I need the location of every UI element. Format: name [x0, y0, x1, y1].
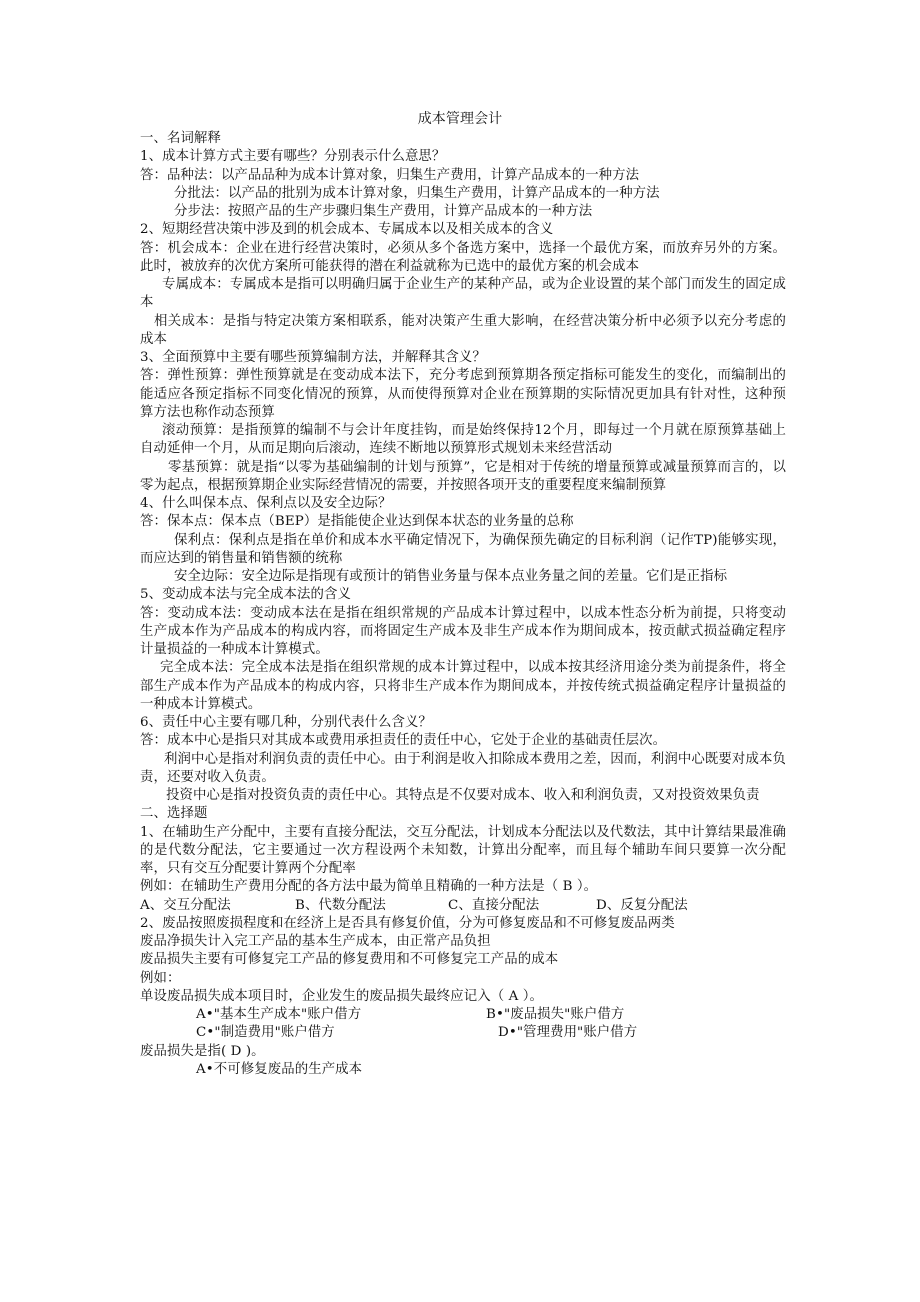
answer-4-3: 安全边际：安全边际是指现有或预计的销售业务量与保本点业务量之间的差量。它们是正指标 [174, 569, 728, 584]
section-heading: 二、选择题 [140, 806, 208, 822]
choice-2-question: 单设废品损失成本项目时，企业发生的废品损失最终应记入（ A ）。 [140, 988, 544, 1004]
option-b: B、代数分配法 [295, 897, 386, 913]
answer-1-3: 分步法：按照产品的生产步骤归集生产费用，计算产品成本的一种方法 [174, 204, 593, 219]
answer-2-2: 专属成本：专属成本是指可以明确归属于企业生产的某种产品，或为企业设置的某个部门而发生的固定成本 [140, 277, 786, 311]
page-title: 成本管理会计 [417, 111, 503, 127]
answer-2-1: 答：机会成本：企业在进行经营决策时，必须从多个备选方案中，选择一个最优方案，而放弃另外的方案。此时，被放弃的次优方案所可能获得的潜在利益就称为已选中的最优方案的机会成本 [140, 240, 786, 274]
question-4: 4、什么叫保本点、保利点以及安全边际？ [140, 496, 392, 511]
choice-2-line-3: 废品损失主要有可修复完工产品的修复费用和不可修复完工产品的成本 [140, 952, 559, 968]
question-3: 3、全面预算中主要有哪些预算编制方法，并解释其含义？ [140, 350, 486, 365]
answer-6-2: 利润中心是指对利润负责的责任中心。由于利润是收入扣除成本费用之差，因而，利润中心既要对成本负责，还要对收入负责。 [140, 751, 786, 785]
choice-2-line-4: 例如： [140, 970, 181, 986]
option-d: D、反复分配法 [596, 897, 688, 913]
option-c: C、直接分配法 [448, 897, 540, 913]
question-5: 5、变动成本法与完全成本法的含义 [140, 587, 351, 603]
option-a: A、交互分配法 [140, 897, 231, 913]
choice-3-question: 废品损失是指( D )。 [140, 1043, 265, 1059]
answer-3-2: 滚动预算：是指预算的编制不与会计年度挂钩，而是始终保持12个月，即每过一个月就在原预算基础上自动延伸一个月，从而足期向后滚动，连续不断地以预算形式规划未来经营活动 [140, 423, 786, 457]
question-6: 6、责任中心主要有哪几种，分别代表什么含义？ [140, 715, 432, 730]
answer-6-3: 投资中心是指对投资负责的责任中心。其特点是不仅要对成本、收入和利润负责，又对投资效果负责 [166, 788, 760, 803]
choice-1-example: 例如：在辅助生产费用分配的各方法中最为简单且精确的一种方法是（ B ）。 [140, 879, 598, 895]
question-1: 1、成本计算方式主要有哪些？分别表示什么意思？ [140, 149, 446, 165]
answer-1-2: 分批法：以产品的批别为成本计算对象，归集生产费用，计算产品成本的一种方法 [174, 185, 660, 201]
answer-3-1: 答：弹性预算：弹性预算就是在变动成本法下，充分考虑到预算期各预定指标可能发生的变化，而编制出的能适应各预定指标不同变化情况的预算，从而使得预算对企业在预算期的实际情况更加具有针对性，这种预算方法也称作动态预算 [140, 368, 786, 420]
section-heading: 一、名词解释 [140, 131, 221, 146]
document-body [140, 130, 786, 1079]
answer-4-1: 答：保本点：保本点（BEP）是指能使企业达到保本状态的业务量的总称 [140, 514, 574, 530]
option-c: C•"制造费用"账户借方 [196, 1025, 335, 1041]
choice-2-options-ab [140, 1006, 786, 1024]
option-d: D•"管理费用"账户借方 [498, 1025, 638, 1041]
choice-2-line-2: 废品净损失计入完工产品的基本生产成本，由正常产品负担 [140, 934, 491, 949]
question-2: 2、短期经营决策中涉及到的机会成本、专属成本以及相关成本的含义 [140, 222, 554, 238]
answer-6-1: 答：成本中心是指只对其成本或费用承担责任的责任中心，它处于企业的基础责任层次。 [140, 733, 667, 749]
choice-1-text: 1、在辅助生产分配中，主要有直接分配法，交互分配法，计划成本分配法以及代数法，其中计算结果最准确的是代数分配法，它主要通过一次方程设两个未知数，计算出分配率，而且每个辅助车间只要算一次分配率，只有交互分配要计算两个分配率 [140, 824, 786, 876]
choice-3-option-a: A•不可修复废品的生产成本 [196, 1061, 363, 1077]
option-a: A•"基本生产成本"账户借方 [196, 1007, 362, 1022]
choice-2-options-cd [140, 1024, 786, 1042]
option-b: B•"废品损失"账户借方 [486, 1007, 625, 1022]
choice-1-options [140, 897, 786, 915]
answer-3-3: 零基预算：就是指“以零为基础编制的计划与预算”，它是相对于传统的增量预算或减量预算而言的，以零为起点，根据预算期企业实际经营情况的需要，并按照各项开支的重要程度来编制预算 [140, 459, 786, 493]
answer-2-3: 相关成本：是指与特定决策方案相联系，能对决策产生重大影响，在经营决策分析中必须予以充分考虑的成本 [140, 313, 786, 347]
answer-5-1: 答：变动成本法：变动成本法在是指在组织常规的产品成本计算过程中，以成本性态分析为前提，只将变动生产成本作为产品成本的构成内容，而将固定生产成本及非生产成本作为期间成本，按贡献式损益确定程序计量损益的一种成本计算模式。 [140, 605, 786, 657]
choice-2-text: 2、废品按照废损程度和在经济上是否具有修复价值，分为可修复废品和不可修复废品两类 [140, 915, 675, 931]
answer-5-2: 完全成本法：完全成本法是指在组织常规的成本计算过程中，以成本按其经济用途分类为前提条件，将全部生产成本作为产品成本的构成内容，只将非生产成本作为期间成本，并按传统式损益确定程序计量损益的一种成本计算模式。 [140, 660, 786, 712]
answer-4-2: 保利点：保利点是指在单价和成本水平确定情况下，为确保预先确定的目标利润（记作TP)能够实现，而应达到的销售量和销售额的统称 [140, 532, 786, 566]
answer-1-1: 答：品种法：以产品品种为成本计算对象，归集生产费用，计算产品成本的一种方法 [140, 167, 640, 183]
